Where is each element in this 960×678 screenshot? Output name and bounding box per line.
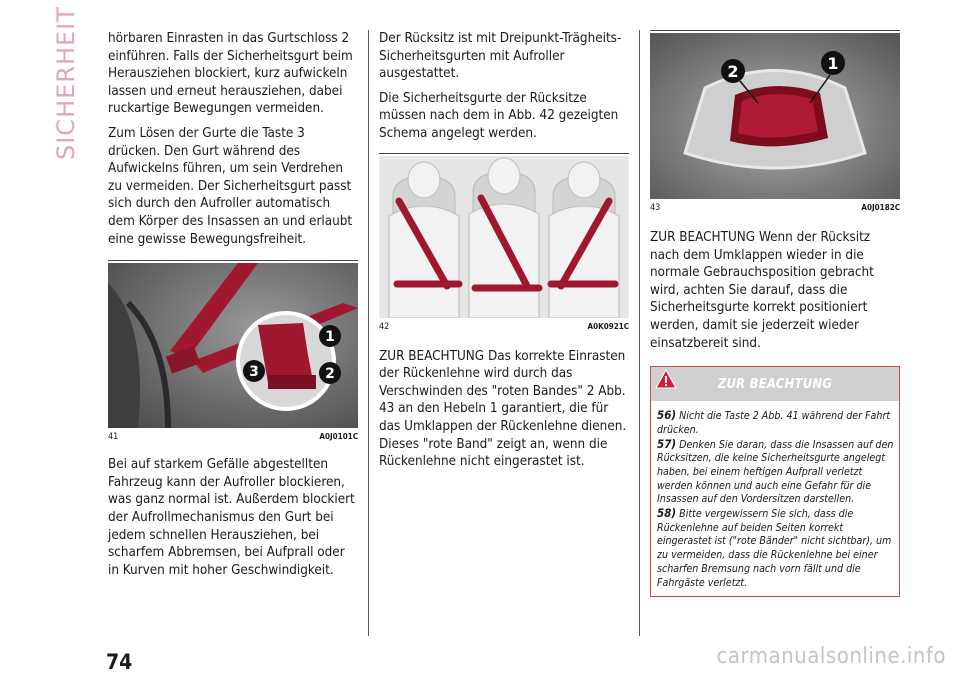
figure-number: 43 [650,203,661,213]
figure-41 [108,260,358,442]
note-text: Denken Sie daran, dass die Insassen auf den Rücksitzen, die keine Sicherheitsgurte angelegt haben, bei einem heftigen Aufprall verletzt werden können und auch eine Gefahr für die Insassen auf den Vordersitzen darstellen. [657,438,894,506]
marker-2: 2 [325,366,335,383]
warning-note [657,438,895,508]
figure-code: A0J0101C [319,432,358,442]
warning-title: ZUR BEACHTUNG [717,376,833,392]
column-divider [639,30,640,636]
figure-code: A0K0921C [587,321,629,331]
marker-1: 1 [827,54,839,73]
marker-3: 3 [249,364,259,381]
paragraph: Zum Lösen der Gurte die Taste 3 drücken. Den Gurt während des Aufwickelns führen, um sein Verdrehen zu vermeiden. Der Sicherheitsgurt passt sich durch den Aufroller automatisch dem Körper des Insassen an und erlaubt eine gewisse Bewegungsfreiheit. [108,125,353,247]
warning-note [657,507,895,590]
figure-number: 41 [108,432,119,443]
watermark: carmanualsonline.info [716,644,946,669]
figure-code: A0J0182C [861,203,900,212]
column-divider [368,30,369,636]
warning-header [651,367,899,401]
paragraph: ZUR BEACHTUNG Wenn der Rücksitz nach dem Umklappen wieder in die normale Gebrauchsposition gebracht wird, achten Sie darauf, dass die Sicherheitsgurte korrekt positioniert werden, damit sie jederzeit wieder einsatzbereit sind. [650,230,874,351]
warning-notes [651,401,899,596]
note-number: 56) [657,408,677,423]
paragraph: ZUR BEACHTUNG Das korrekte Einrasten der Rückenlehne wird durch das Verschwinden des "roten Bandes" 2 Abb. 43 an den Hebeln 1 garantiert, die für das Umklappen der Rückenlehne dienen. Dieses "rote Band" zeigt an, wenn die Rückenlehne nicht eingerastet ist. [379,348,627,470]
paragraph: hörbaren Einrasten in das Gurtschloss 2 einführen. Falls der Sicherheitsgurt beim Herausziehen blockiert, kurz aufwickeln lassen und erneut herausziehen, dabei ruckartige Bewegungen vermeiden. [108,31,353,117]
paragraph: Bei auf starkem Gefälle abgestellten Fahrzeug kann der Aufroller blockieren, was ganz normal ist. Außerdem blockiert der Aufrollmechanismus den Gurt bei jedem schnellen Herausziehen, bei scharfem Abbremsen, bei Aufprall oder in Kurven mit hoher Geschwindigkeit. [108,457,355,578]
note-text: Nicht die Taste 2 Abb. 41 während der Fahrt drücken. [657,410,891,436]
page-number: 74 [106,650,133,674]
paragraph: Die Sicherheitsgurte der Rücksitze müssen nach dem in Abb. 42 gezeigten Schema angelegt werden. [379,90,619,141]
section-title: SICHERHEIT [52,6,80,160]
note-number: 58) [657,506,677,521]
rear-seatbelts-image [379,156,629,318]
paragraph: Der Rücksitz ist mit Dreipunkt-Trägheits-Sicherheitsgurten mit Aufroller ausgestattet. [379,31,622,82]
note-number: 57) [657,436,677,451]
note-text: Bitte vergewissern Sie sich, dass die Rückenlehne auf beiden Seiten korrekt eingerastet ist ("rote Bänder" nicht sichtbar), um zu vermeiden, dass die Rückenlehne bei einer scharfen Bremsung nach vorn fällt und die Fahrgäste verletzt. [657,508,892,589]
marker-2: 2 [727,62,739,81]
column-1 [108,30,358,586]
figure-number: 42 [379,321,390,332]
seatback-release-image [650,33,900,199]
marker-1: 1 [325,329,335,346]
warning-note [657,409,895,437]
seatbelt-buckle-image [108,263,358,428]
column-2 [379,30,629,478]
column-3 [650,30,900,597]
figure-42 [379,153,629,332]
figure-43 [650,30,900,213]
warning-box [650,366,900,597]
warning-triangle-icon [655,369,677,389]
